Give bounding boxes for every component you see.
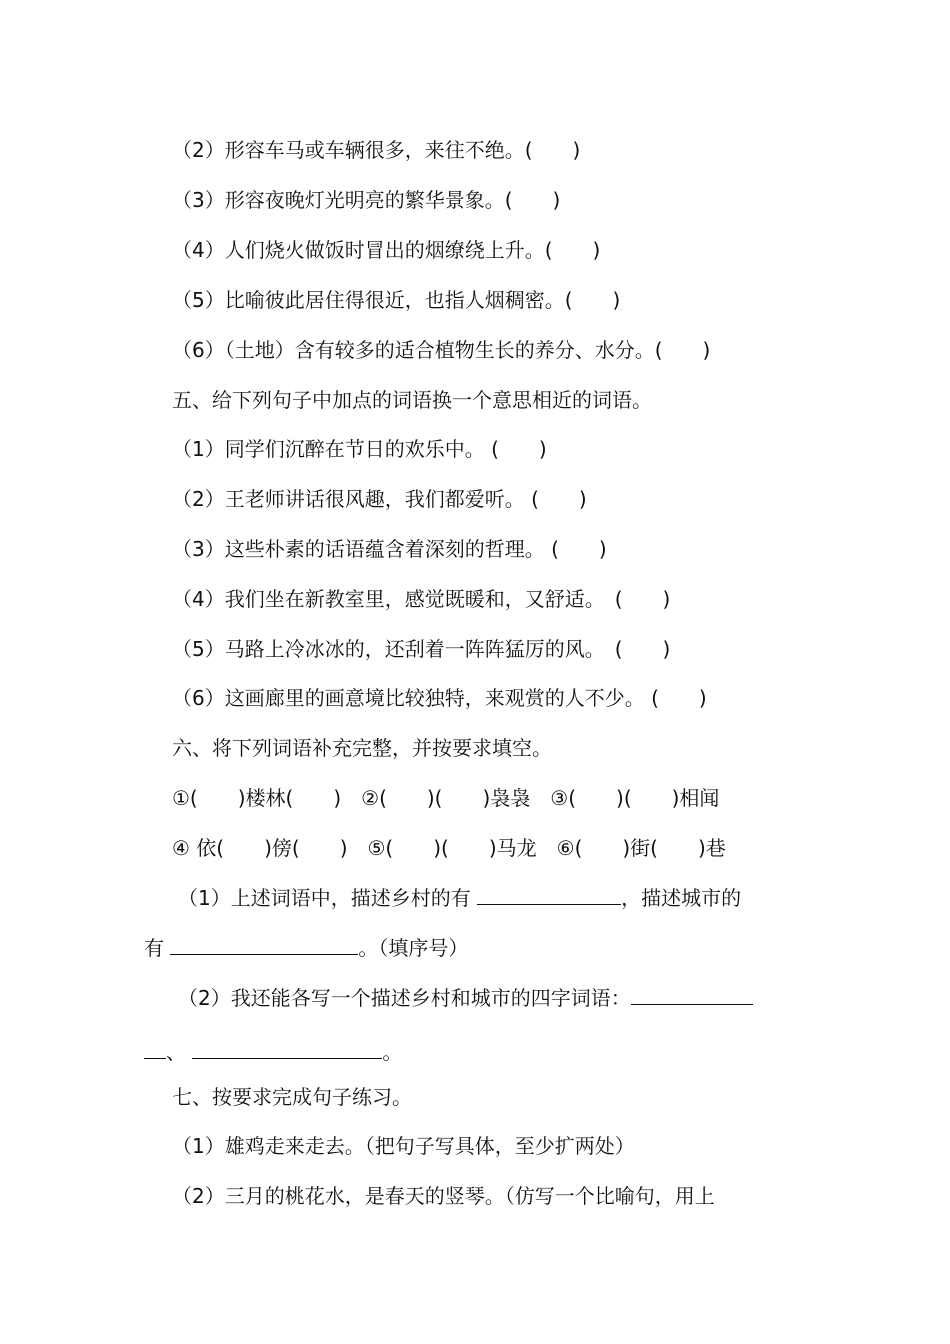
section-7-title: 七、按要求完成句子练习。: [172, 1085, 412, 1109]
s5-item-4: （4）我们坐在新教室里，感觉既暖和，又舒适。 ( ): [172, 587, 671, 611]
s6-q2-sep: 、: [166, 1040, 193, 1064]
word-fill-row-2: ④ 依( )傍( ) ⑤( )( )马龙 ⑥( )街( )巷: [172, 836, 726, 860]
s4-item-6: （6）（土地）含有较多的适合植物生长的养分、水分。( ): [172, 338, 711, 362]
answer-blank-village-word-cont[interactable]: [144, 1038, 166, 1059]
s6-q1-text-b: ，描述城市的: [621, 886, 742, 910]
s6-question-1-cont: [144, 934, 468, 961]
s5-item-1: （1）同学们沉醉在节日的欢乐中。 ( ): [172, 437, 547, 461]
s6-question-1: [178, 884, 741, 911]
s6-q1-text-a: （1）上述词语中，描述乡村的有: [178, 886, 478, 910]
s5-item-6: （6）这画廊里的画意境比较独特，来观赏的人不少。 ( ): [172, 686, 707, 710]
s6-q1-text-c: 有: [144, 936, 171, 960]
answer-blank-village[interactable]: [477, 884, 621, 905]
answer-blank-city[interactable]: [170, 934, 358, 955]
section-5-title: 五、给下列句子中加点的词语换一个意思相近的词语。: [172, 388, 652, 412]
s4-item-3: （3）形容夜晚灯光明亮的繁华景象。( ): [172, 188, 561, 212]
s7-item-1: （1）雄鸡走来走去。（把句子写具体，至少扩两处）: [172, 1134, 635, 1158]
s4-item-2: （2）形容车马或车辆很多，来往不绝。( ): [172, 138, 581, 162]
s7-item-2: （2）三月的桃花水，是春天的竖琴。（仿写一个比喻句，用上: [172, 1184, 715, 1208]
s5-item-5: （5）马路上冷冰冰的，还刮着一阵阵猛厉的风。 ( ): [172, 637, 671, 661]
answer-blank-city-word[interactable]: [192, 1038, 382, 1059]
s4-item-5: （5）比喻彼此居住得很近，也指人烟稠密。( ): [172, 288, 621, 312]
s4-item-4: （4）人们烧火做饭时冒出的烟缭绕上升。( ): [172, 238, 601, 262]
s5-item-3: （3）这些朴素的话语蕴含着深刻的哲理。 ( ): [172, 537, 607, 561]
word-fill-row-1: ①( )楼林( ) ②( )( )袅袅 ③( )( )相闻: [172, 786, 720, 810]
s6-q1-text-d: 。（填序号）: [358, 936, 469, 960]
s6-q2-text-a: （2）我还能各写一个描述乡村和城市的四字词语：: [178, 986, 631, 1010]
s6-question-2: [178, 984, 753, 1011]
s5-item-2: （2）王老师讲话很风趣，我们都爱听。 ( ): [172, 487, 587, 511]
s6-q2-end: 。: [382, 1040, 403, 1064]
s6-question-2-cont: [144, 1038, 402, 1065]
answer-blank-village-word[interactable]: [631, 984, 753, 1005]
section-6-title: 六、将下列词语补充完整，并按要求填空。: [172, 736, 552, 760]
